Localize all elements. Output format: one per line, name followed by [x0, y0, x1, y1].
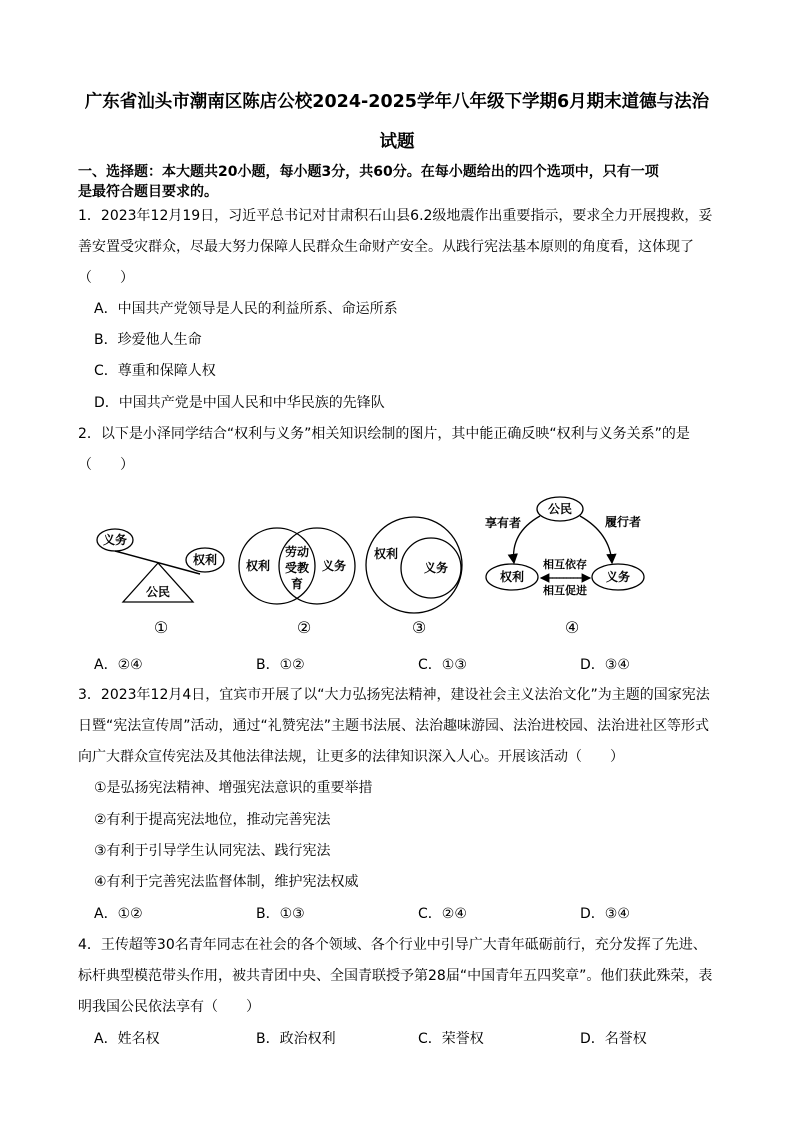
q3-option-c: C．②④ [418, 906, 467, 922]
fig3-number: ③ [411, 618, 427, 637]
q3-line-2: 日暨“宪法宣传周”活动，通过“礼赞宪法”主题书法展、法治趣味游园、法治进校园、法治进社区等形式 [78, 718, 710, 734]
q3-statement-4: ④有利于完善宪法监督体制，维护宪法权威 [94, 874, 359, 890]
q2-line-2: （ ） [78, 457, 134, 473]
q1-line-2: 善安置受灾群众，尽最大努力保障人民群众生命财产安全。从践行宪法基本原则的角度看，这体现了 [78, 239, 694, 255]
q4-line-1: 4．王传超等30名青年同志在社会的各个领域、各个行业中引导广大青年砥砺前行，充分发挥了先进、 [78, 937, 707, 953]
q1-line-1: 1．2023年12月19日，习近平总书记对甘肃积石山县6.2级地震作出重要指示，要求全力开展搜救，妥 [78, 208, 713, 224]
q4-option-a: A．姓名权 [94, 1031, 160, 1047]
fig2-quanli-label: 权利 [245, 559, 271, 573]
fig2-mid-3: 育 [290, 577, 304, 591]
q3-statement-1: ①是弘扬宪法精神、增强宪法意识的重要举措 [94, 780, 373, 796]
fig4-yicun-label: 相互依存 [543, 558, 587, 571]
q4-line-2: 标杆典型模范带头作用，被共青团中央、全国青联授予第28届“中国青年五四奖章”。他们获此殊荣，表 [78, 968, 713, 984]
title-line-1: 广东省汕头市潮南区陈店公校2024-2025学年八年级下学期6月期末道德与法治 [84, 92, 710, 112]
q4-line-3: 明我国公民依法享有（ ） [78, 999, 260, 1015]
q3-line-1: 3．2023年12月4日，宜宾市开展了以“大力弘扬宪法精神，建设社会主义法治文化”为主题的国家宪法 [78, 687, 710, 703]
q1-option-c: C．尊重和保障人权 [94, 363, 216, 379]
q2-option-b: B．①② [256, 657, 305, 673]
q2-option-a: A．②④ [94, 657, 143, 673]
fig1-quanli-label: 权利 [192, 553, 218, 567]
fig3-yiwu-label: 义务 [423, 561, 449, 575]
q3-option-a: A．①② [94, 906, 143, 922]
q4-option-b: B．政治权利 [256, 1031, 336, 1047]
q2-option-c: C．①③ [418, 657, 467, 673]
q1-line-3: （ ） [78, 270, 134, 286]
title-line-2: 试题 [379, 132, 415, 152]
figure-2-venn [239, 528, 355, 637]
q3-line-3: 向广大群众宣传宪法及其他法律法规，让更多的法律知识深入人心。开展该活动（ ） [78, 749, 624, 765]
section-heading-line-2: 是最符合题目要求的。 [78, 184, 218, 200]
q3-option-d: D．③④ [580, 906, 630, 922]
fig4-lvxing-label: 履行者 [604, 515, 642, 529]
q4-option-c: C．荣誉权 [418, 1031, 484, 1047]
q2-line-1: 2．以下是小泽同学结合“权利与义务”相关知识绘制的图片，其中能正确反映“权利与义务关系”的是 [78, 426, 690, 442]
fig4-cujin-label: 相互促进 [543, 584, 587, 597]
q4-option-d: D．名誉权 [580, 1031, 647, 1047]
fig2-mid-2: 受教 [284, 561, 310, 575]
rights-duties-diagrams [90, 488, 670, 638]
q3-option-b: B．①③ [256, 906, 305, 922]
fig2-yiwu-label: 义务 [321, 559, 347, 573]
figure-4-relation [485, 497, 644, 637]
q1-option-b: B．珍爱他人生命 [94, 332, 202, 348]
figure-3-nested [366, 517, 462, 637]
fig2-number: ② [296, 618, 312, 637]
q2-option-d: D．③④ [580, 657, 630, 673]
fig1-number: ① [153, 618, 169, 637]
fig2-mid-1: 劳动 [284, 545, 310, 559]
fig3-quanli-label: 权利 [373, 547, 399, 561]
fig4-gongmin-label: 公民 [547, 502, 573, 516]
q1-option-a: A．中国共产党领导是人民的利益所系、命运所系 [94, 301, 398, 317]
q3-statement-2: ②有利于提高宪法地位，推动完善宪法 [94, 812, 331, 828]
fig4-xiangyou-label: 享有者 [484, 516, 522, 530]
figure-1-scale [97, 529, 224, 637]
fig1-gongmin-label: 公民 [145, 585, 171, 599]
fig4-number: ④ [564, 618, 580, 637]
q3-statement-3: ③有利于引导学生认同宪法、践行宪法 [94, 843, 331, 859]
section-heading-line-1: 一、选择题：本大题共20小题，每小题3分，共60分。在每小题给出的四个选项中，只有一项 [78, 164, 659, 180]
fig4-yiwu-label: 义务 [605, 570, 631, 584]
fig4-quanli-label: 权利 [499, 570, 525, 584]
q1-option-d: D．中国共产党是中国人民和中华民族的先锋队 [94, 395, 385, 411]
fig1-yiwu-label: 义务 [102, 533, 128, 547]
